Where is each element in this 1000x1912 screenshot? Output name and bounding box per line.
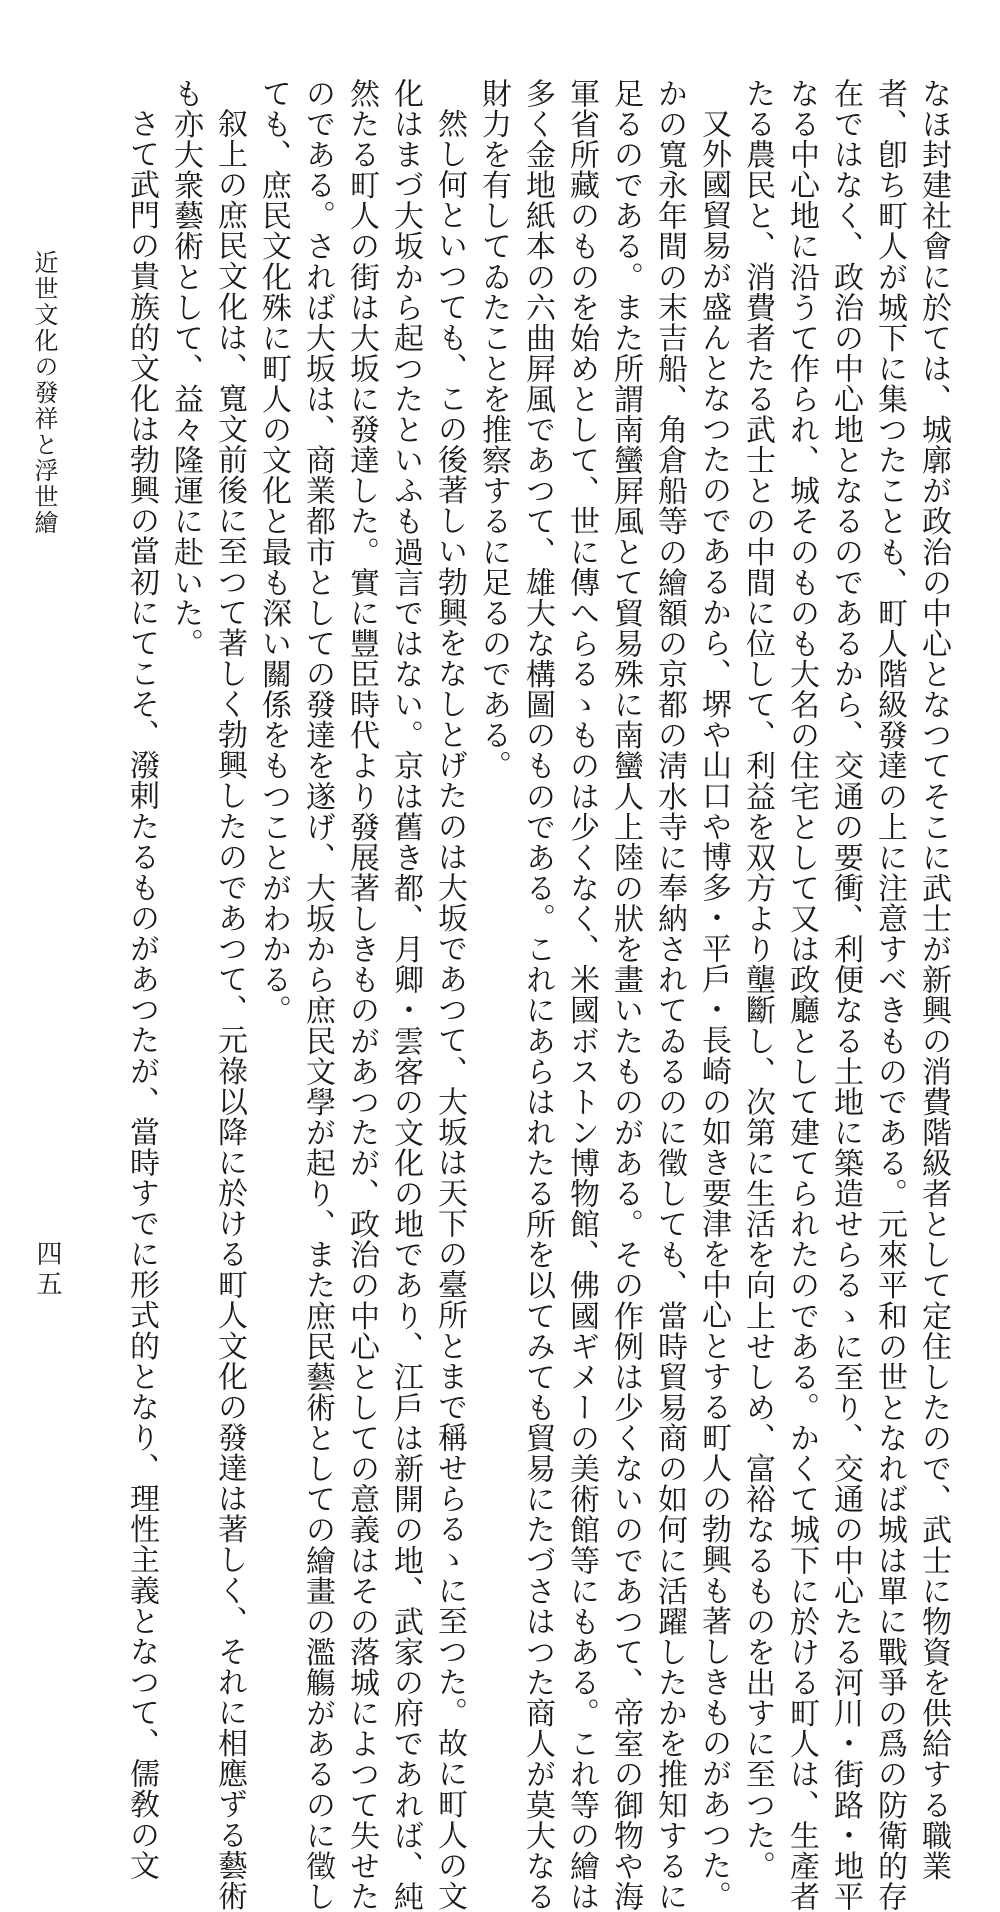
text-line-13: 化はまづ大坂から起つたといふも過言ではない。京は舊き都、月卿・雲客の文化の地であり、江戶は新開の地、武家の府であれば、純 xyxy=(388,78,423,1912)
text-line-12: 然し何といつても、この後著しい勃興をなしとげたのは大坂であつて、大坂は天下の臺所とまで稱せらるゝに至つた。故に町人の文 xyxy=(432,108,467,1912)
text-line-6: 又外國貿易が盛んとなつたのであるから、堺や山口や博多・平戶・長崎の如き要津を中心とする町人の勃興も著しきものがあつた。 xyxy=(696,108,731,1912)
running-head: 近世文化の發祥と浮世繪 xyxy=(30,250,58,536)
text-line-16: ても、庶民文化殊に町人の文化と最も深い關係をもつことがわかる。 xyxy=(256,78,291,1026)
text-line-1: なほ封建社會に於ては、城廓が政治の中心となつてそこに武士が新興の消費階級者として定住したので、武士に物資を供給する職業 xyxy=(916,78,951,1882)
text-line-15: のである。されば大坂は、商業都市としての發達を遂げ、大坂から庶民文學が起り、また庶民藝術としての繪畫の濫觴があるのに徵し xyxy=(300,78,335,1912)
page-number: 四五 xyxy=(32,1240,62,1300)
text-line-18: も亦大衆藝術として、益々隆運に赴いた。 xyxy=(168,78,203,659)
text-line-19: さて武門の貴族的文化は勃興の當初にてこそ、潑剌たるものがあつたが、當時すでに形式的となり、理性主義となつて、儒敎の文 xyxy=(124,108,159,1881)
text-line-7: かの寬永年間の末吉船、角倉船等の繪額の京都の淸水寺に奉納されてゐるのに徵しても、當時貿易商の如何に活躍したかを推知するに xyxy=(652,78,687,1912)
text-line-11: 財力を有してゐたことを推察するに足るのである。 xyxy=(476,78,511,781)
text-line-8: 足るのである。また所謂南蠻屛風とて貿易殊に南蠻人上陸の狀を畫いたものがある。その作例は少くないのであつて、帝室の御物や海 xyxy=(608,78,643,1912)
text-line-2: 者、卽ち町人が城下に集つたことも、町人階級發達の上に注意すべきものである。元來平和の世となれば城は單に戰爭の爲の防衛的存 xyxy=(872,78,907,1912)
text-line-10: 多く金地紙本の六曲屛風であつて、雄大な構圖のものである。これにあらはれたる所を以てみても貿易にたづさはつた商人が莫大なる xyxy=(520,78,555,1912)
text-line-14: 然たる町人の街は大坂に發達した。實に豐臣時代より發展著しきものがあつたが、政治の中心としての意義はその落城によつて失せた xyxy=(344,78,379,1912)
text-line-5: たる農民と、消費者たる武士との中間に位して、利益を双方より壟斷し、次第に生活を向上せしめ、富裕なるものを出すに至つた。 xyxy=(740,78,775,1882)
text-line-9: 軍省所藏のものを始めとして、世に傳へらるゝものは少くなく、米國ボストン博物館、佛國ギメーの美術館等にもある。これ等の繪は xyxy=(564,78,599,1912)
text-line-17: 叙上の庶民文化は、寬文前後に至つて著しく勃興したのであつて、元祿以降に於ける町人文化の發達は著しく、それに相應ずる藝術 xyxy=(212,108,247,1912)
text-line-3: 在ではなく、政治の中心地となるのであるから、交通の要衝、利便なる土地に築造せらるゝに至り、交通の中心たる河川・街路・地平 xyxy=(828,78,863,1912)
text-line-4: なる中心地に沿うて作られ、城そのものも大名の住宅として又は政廳として建てられたのである。かくて城下に於ける町人は、生產者 xyxy=(784,78,819,1912)
